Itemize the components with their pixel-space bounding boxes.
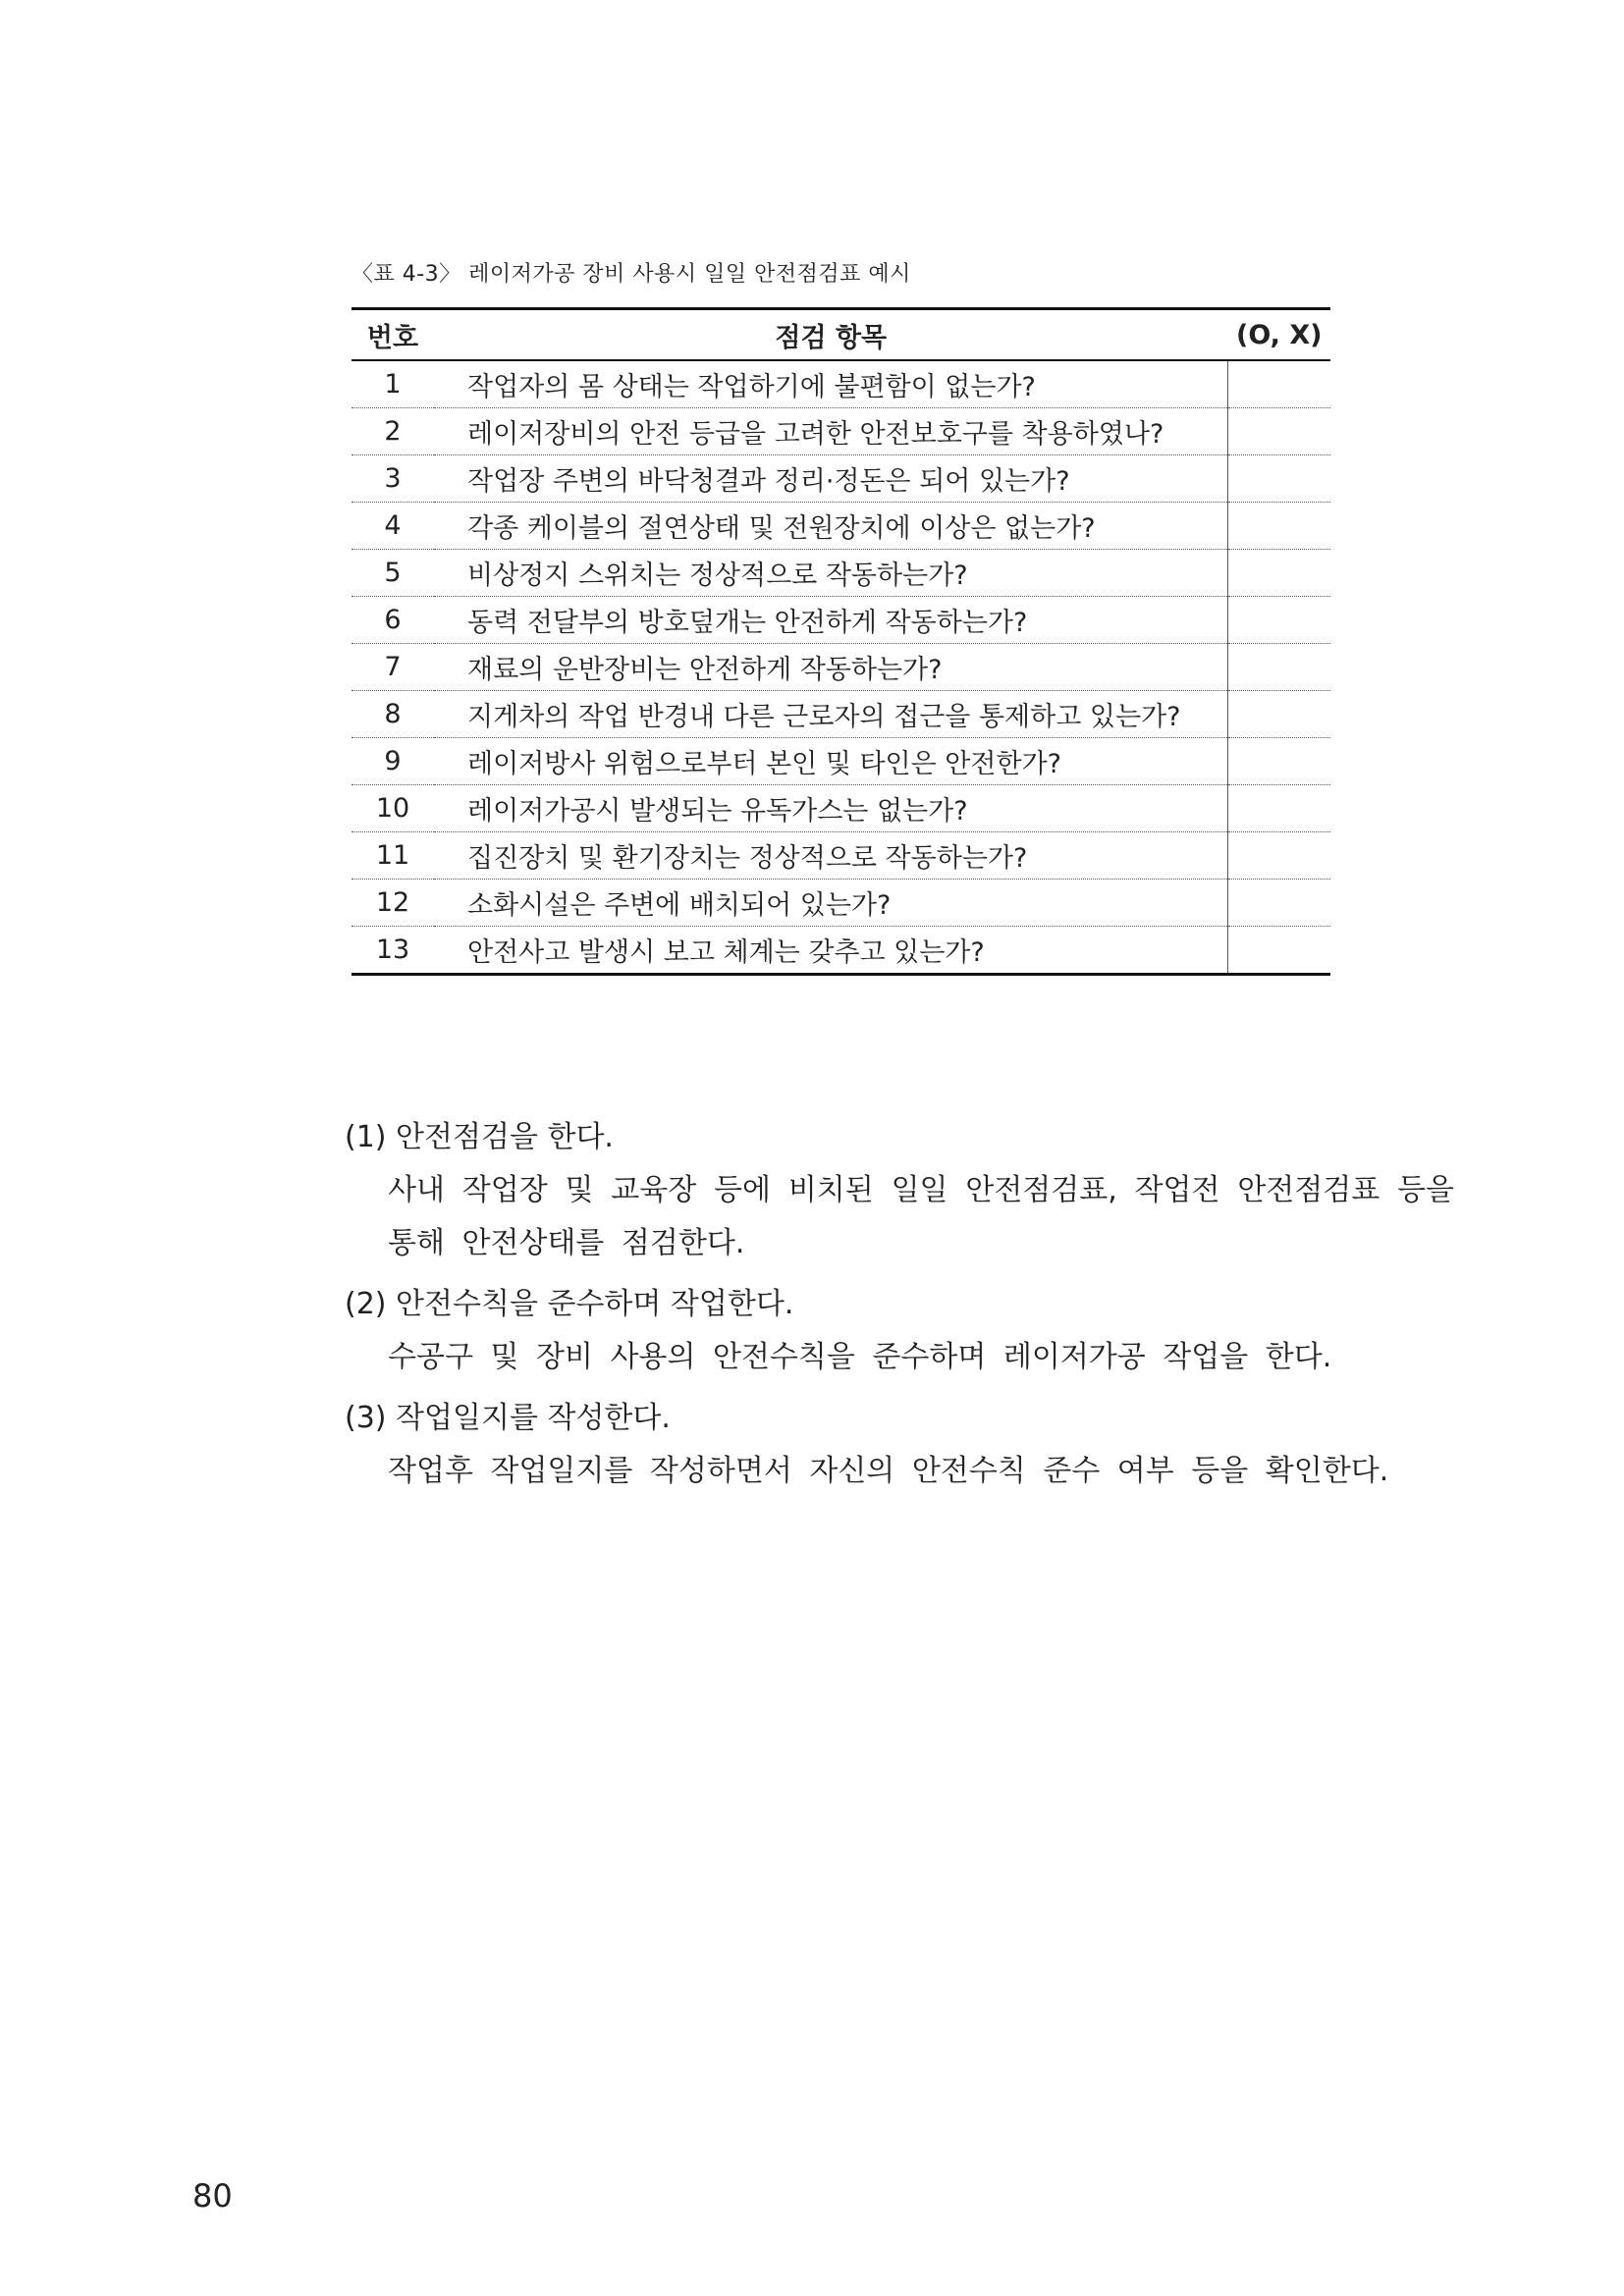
- table-row: [352, 785, 1330, 832]
- step-title: (3) 작업일지를 작성한다.: [345, 1401, 671, 1435]
- row-check-item: 레이저방사 위험으로부터 본인 및 타인은 안전한가?: [434, 738, 1228, 785]
- page-number: 80: [192, 2177, 233, 2215]
- row-check-item: 안전사고 발생시 보고 체계는 갖추고 있는가?: [434, 927, 1228, 975]
- row-number: 4: [352, 503, 434, 550]
- row-number: 12: [352, 880, 434, 927]
- row-check-item: 집진장치 및 환기장치는 정상적으로 작동하는가?: [434, 832, 1228, 880]
- row-ox-cell[interactable]: [1228, 597, 1331, 644]
- row-ox-cell[interactable]: [1228, 455, 1331, 503]
- row-ox-cell[interactable]: [1228, 503, 1331, 550]
- row-ox-cell[interactable]: [1228, 550, 1331, 597]
- row-ox-cell[interactable]: [1228, 785, 1331, 832]
- row-ox-cell[interactable]: [1228, 832, 1331, 880]
- table-row: [352, 360, 1330, 408]
- table-row: [352, 644, 1330, 691]
- header-ox: (O, X): [1228, 309, 1331, 361]
- table-row: [352, 880, 1330, 927]
- safety-checklist-table: [352, 307, 1330, 976]
- row-ox-cell[interactable]: [1228, 408, 1331, 455]
- table-row: [352, 408, 1330, 455]
- row-number: 10: [352, 785, 434, 832]
- table-header-row: [352, 309, 1330, 361]
- table-row: [352, 503, 1330, 550]
- row-number: 8: [352, 691, 434, 738]
- table-row: [352, 597, 1330, 644]
- row-check-item: 지게차의 작업 반경내 다른 근로자의 접근을 통제하고 있는가?: [434, 691, 1228, 738]
- row-check-item: 소화시설은 주변에 배치되어 있는가?: [434, 880, 1228, 927]
- row-ox-cell[interactable]: [1228, 927, 1331, 975]
- row-check-item: 작업자의 몸 상태는 작업하기에 불편함이 없는가?: [434, 360, 1228, 408]
- table-caption: 〈표 4-3〉 레이저가공 장비 사용시 일일 안전점검표 예시: [352, 262, 911, 287]
- row-number: 5: [352, 550, 434, 597]
- row-check-item: 재료의 운반장비는 안전하게 작동하는가?: [434, 644, 1228, 691]
- procedure-steps: [345, 1111, 1454, 1506]
- row-check-item: 레이저장비의 안전 등급을 고려한 안전보호구를 착용하였나?: [434, 408, 1228, 455]
- header-number: 번호: [352, 309, 434, 361]
- row-number: 1: [352, 360, 434, 408]
- row-check-item: 레이저가공시 발생되는 유독가스는 없는가?: [434, 785, 1228, 832]
- row-number: 9: [352, 738, 434, 785]
- row-number: 13: [352, 927, 434, 975]
- row-number: 3: [352, 455, 434, 503]
- step-body: 작업후 작업일지를 작성하면서 자신의 안전수칙 준수 여부 등을 확인한다.: [388, 1454, 1389, 1488]
- row-number: 7: [352, 644, 434, 691]
- row-number: 6: [352, 597, 434, 644]
- row-check-item: 작업장 주변의 바닥청결과 정리·정돈은 되어 있는가?: [434, 455, 1228, 503]
- table-row: [352, 738, 1330, 785]
- table-row: [352, 455, 1330, 503]
- step-body: 사내 작업장 및 교육장 등에 비치된 일일 안전점검표, 작업전 안전점검표 등을 통해 안전상태를 점검한다.: [388, 1173, 1454, 1260]
- row-ox-cell[interactable]: [1228, 880, 1331, 927]
- table-row: [352, 832, 1330, 880]
- row-ox-cell[interactable]: [1228, 644, 1331, 691]
- header-check-item: 점검 항목: [434, 309, 1228, 361]
- row-ox-cell[interactable]: [1228, 691, 1331, 738]
- table-row: [352, 550, 1330, 597]
- row-number: 11: [352, 832, 434, 880]
- step-title: (2) 안전수칙을 준수하며 작업한다.: [345, 1287, 794, 1321]
- row-check-item: 비상정지 스위치는 정상적으로 작동하는가?: [434, 550, 1228, 597]
- row-ox-cell[interactable]: [1228, 738, 1331, 785]
- step-3: [345, 1392, 1454, 1498]
- table-row: [352, 927, 1330, 975]
- row-check-item: 각종 케이블의 절연상태 및 전원장치에 이상은 없는가?: [434, 503, 1228, 550]
- row-number: 2: [352, 408, 434, 455]
- step-title: (1) 안전점검을 한다.: [345, 1120, 614, 1154]
- step-body: 수공구 및 장비 사용의 안전수칙을 준수하며 레이저가공 작업을 한다.: [388, 1340, 1332, 1374]
- step-1: [345, 1111, 1454, 1270]
- table-row: [352, 691, 1330, 738]
- row-check-item: 동력 전달부의 방호덮개는 안전하게 작동하는가?: [434, 597, 1228, 644]
- row-ox-cell[interactable]: [1228, 360, 1331, 408]
- step-2: [345, 1278, 1454, 1384]
